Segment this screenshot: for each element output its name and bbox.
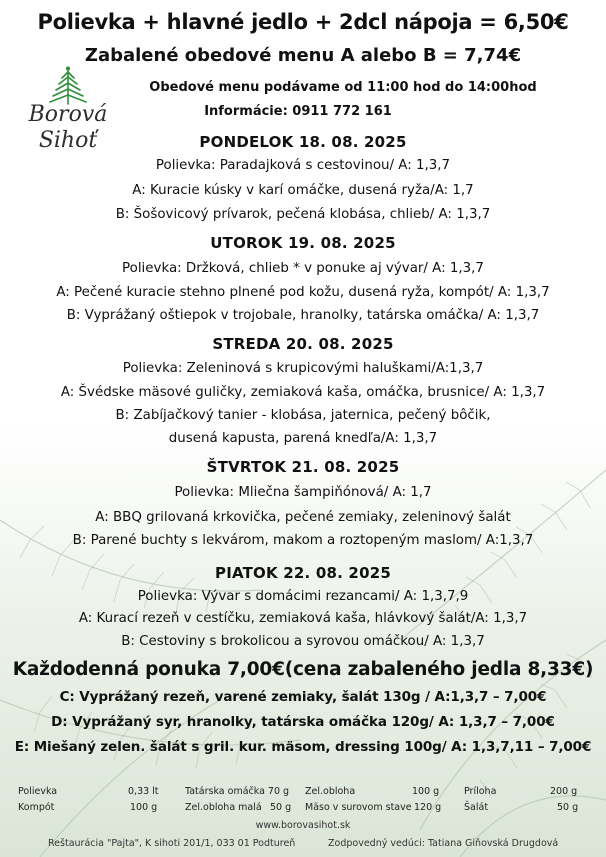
- portion-name: Polievka: [18, 786, 58, 797]
- pine-tree-icon: [20, 66, 116, 106]
- tuesday-menu-a: A: Pečené kuracie stehno plnené pod kožu, dusená ryža, kompót/ A: 1,3,7: [56, 285, 550, 300]
- friday-menu-b: B: Cestoviny s brokolicou a syrovou omáčkou/ A: 1,3,7: [121, 634, 485, 649]
- friday-menu-a: A: Kurací rezeň v cestíčku, zemiaková kaša, hlávkový šalát/A: 1,3,7: [78, 611, 528, 626]
- price-headline: Polievka + hlavné jedlo + 2dcl nápoja = 6,50€: [37, 10, 569, 34]
- thursday-soup: Polievka: Mliečna šampiňónová/ A: 1,7: [174, 485, 432, 500]
- restaurant-address: Reštaurácia "Pajta", K sihoti 201/1, 033 01 Podtureň: [48, 838, 296, 849]
- logo-text-line2: Sihoť: [38, 128, 98, 153]
- portion-name: Šalát: [464, 802, 489, 813]
- logo-text-line1: Borová: [28, 102, 108, 127]
- day-title-friday: PIATOK 22. 08. 2025: [215, 564, 391, 582]
- responsible-manager: Zodpovedný vedúci: Tatiana Giňovská Drugdová: [328, 838, 559, 849]
- thursday-menu-a: A: BBQ grilovaná krkovička, pečené zemiaky, zeleninový šalát: [95, 510, 511, 525]
- tuesday-soup: Polievka: Držková, chlieb * v ponuke aj vývar/ A: 1,3,7: [122, 261, 484, 276]
- day-title-tuesday: UTOROK 19. 08. 2025: [210, 234, 396, 252]
- serving-hours: Obedové menu podávame od 11:00 hod do 14:00hod: [149, 80, 537, 95]
- monday-menu-b: B: Šošovicový prívarok, pečená klobása, chlieb/ A: 1,3,7: [115, 207, 491, 222]
- portion-name: Mäso v surovom stave: [305, 802, 412, 813]
- wednesday-menu-b-cont: dusená kapusta, parená knedľa/A: 1,3,7: [168, 431, 438, 446]
- monday-soup: Polievka: Paradajková s cestovinou/ A: 1,3,7: [155, 158, 451, 173]
- portion-name: Príloha: [464, 786, 497, 797]
- info-phone: Informácie: 0911 772 161: [204, 104, 392, 119]
- tuesday-menu-b: B: Vyprážaný oštiepok v trojobale, hranolky, tatárska omáčka/ A: 1,3,7: [66, 308, 540, 323]
- portion-amount: 100 g: [130, 802, 158, 813]
- wednesday-soup: Polievka: Zeleninová s krupicovými haluškami/A:1,3,7: [122, 361, 484, 376]
- day-title-wednesday: STREDA 20. 08. 2025: [212, 335, 394, 353]
- daily-offer-e: E: Miešaný zelen. šalát s gril. kur. mäsom, dressing 100g/ A: 1,3,7,11 – 7,00€: [14, 739, 592, 755]
- thursday-menu-b: B: Parené buchty s lekvárom, makom a roztopeným maslom/ A:1,3,7: [72, 533, 534, 548]
- website-link[interactable]: www.borovasihot.sk: [255, 820, 351, 831]
- portion-amount: 50 g: [270, 802, 292, 813]
- packaged-menu-price: Zabalené obedové menu A alebo B = 7,74€: [84, 45, 522, 66]
- daily-offer-title: Každodenná ponuka 7,00€(cena zabaleného jedla 8,33€): [12, 659, 594, 680]
- portion-amount: 50 g: [557, 802, 579, 813]
- wednesday-menu-a: A: Švédske mäsové guličky, zemiaková kaša, omáčka, brusnice/ A: 1,3,7: [60, 385, 546, 400]
- monday-menu-a: A: Kuracie kúsky v karí omáčke, dusená ryža/A: 1,7: [132, 183, 474, 198]
- day-title-monday: PONDELOK 18. 08. 2025: [199, 133, 407, 151]
- portion-name: Tatárska omáčka 70 g: [185, 786, 290, 797]
- portion-amount: 100 g: [412, 786, 440, 797]
- portion-amount: 0,33 lt: [128, 786, 159, 797]
- friday-soup: Polievka: Vývar s domácimi rezancami/ A: 1,3,7,9: [137, 589, 469, 604]
- daily-offer-c: C: Vyprážaný rezeň, varené zemiaky, šalát 130g / A:1,3,7 – 7,00€: [59, 689, 547, 705]
- wednesday-menu-b: B: Zabíjačkový tanier - klobása, jaternica, pečený bôčik,: [115, 408, 491, 423]
- portion-amount: 200 g: [550, 786, 578, 797]
- daily-offer-d: D: Vyprážaný syr, hranolky, tatárska omáčka 120g/ A: 1,3,7 – 7,00€: [51, 714, 555, 730]
- portion-name: Zel.obloha malá: [185, 802, 262, 813]
- portion-name: Zel.obloha: [305, 786, 356, 797]
- portion-name: Kompót: [18, 802, 55, 813]
- portion-amount: 120 g: [414, 802, 442, 813]
- day-title-thursday: ŠTVRTOK 21. 08. 2025: [206, 458, 400, 476]
